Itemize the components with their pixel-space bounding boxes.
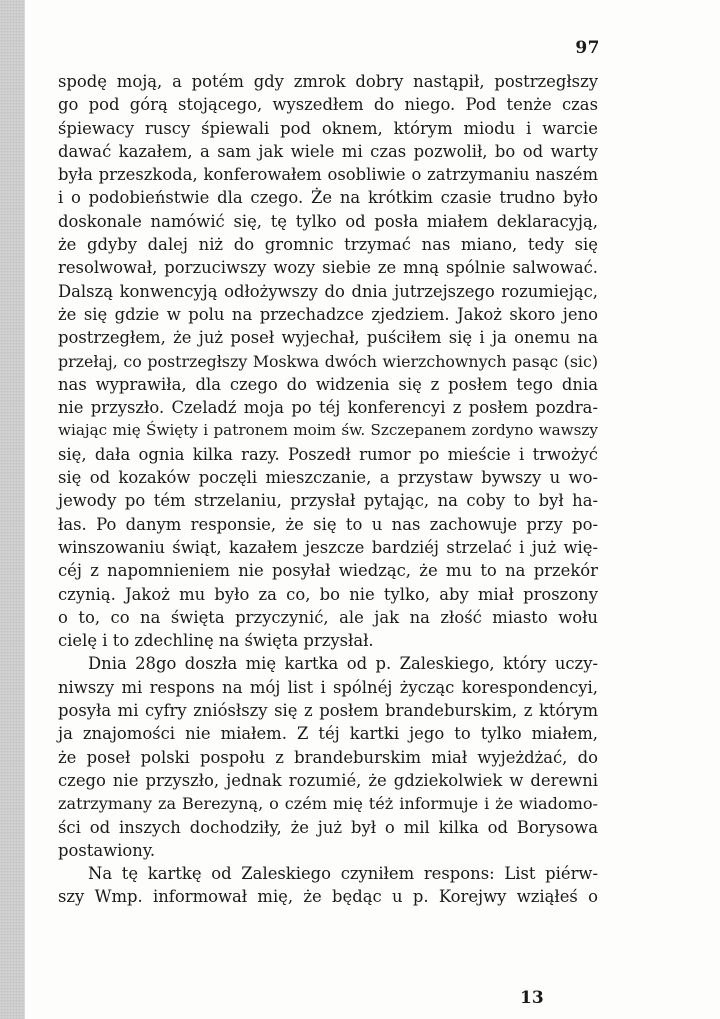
text-line: Dalszą konwencyją odłożywszy do dnia jutrzejszego rozumiejąc, [58,281,598,301]
text-line: postrzegłem, że już poseł wyjechał, puściłem się i ja onemu na [58,328,598,348]
text-line: nas wyprawiła, dla czego do widzenia się z posłem tego dnia [58,374,598,394]
text-line: czego nie przyszło, jednak rozumié, że gdziekolwiek w derewni [58,770,598,790]
printer-signature-mark: 13 [520,988,544,1008]
text-line: wiając mię Święty i patronem moim św. Szczepanem zordyno wawszy [58,421,598,440]
text-line: że poseł polski pospołu z brandeburskim miał wyjeżdżać, do [58,747,598,767]
text-line: postawiony. [58,840,156,860]
text-line: nie przyszło. Czeladź moja po téj konferencyi z posłem pozdra- [58,398,598,418]
text-line: spodę moją, a potém gdy zmrok dobry nastąpił, postrzegłszy [58,72,598,91]
text-line: ja znajomości nie miałem. Z téj kartki jego to tylko miałem, [58,724,598,744]
page-number: 97 [575,38,600,58]
text-line: się od kozaków poczęli mieszczanie, a przystaw bywszy u wo- [58,468,598,488]
text-line: céj z napomnieniem nie posyłał wiedząc, że mu to na przekór [58,561,598,581]
text-line: łas. Po danym responsie, że się to u nas zachowuje przy po- [58,514,598,534]
text-line: czynią. Jakoż mu było za co, bo nie tylko, aby miał proszony [58,584,598,604]
text-line: cielę i to zdechlinę na święta przysłał. [58,631,374,651]
text-line: była przeszkoda, konferowałem osobliwie o zatrzymaniu naszém [58,165,598,185]
text-line: niwszy mi respons na mój list i spólnéj życząc korespondencyi, [58,677,598,697]
text-line: doskonale namówić się, tę tylko od posła miałem deklaracyją, [58,211,598,231]
text-line: jewody po tém strzelaniu, przysłał pytając, na coby to był ha- [58,491,598,511]
text-line: szy Wmp. informował mię, że będąc u p. Korejwy wziąłeś o [58,887,598,907]
text-line: śpiewacy ruscy śpiewali pod oknem, którym miodu i warcie [58,118,598,138]
text-line: posyła mi cyfry zniósłszy się z posłem brandeburskim, z którym [58,701,598,721]
text-line: winszowaniu świąt, kazałem jeszcze bardziéj strzelać i już wię- [58,537,598,557]
text-line: się, dała ognia kilka razy. Poszedł rumor po mieście i trwożyć [58,444,598,464]
text-line: o to, co na święta przyczynić, ale jak na złość miasto wołu [58,607,598,627]
text-line: że się gdzie w polu na przechadzce zjedziem. Jakoż skoro jeno [58,304,598,324]
text-line: zatrzymany za Berezyną, o czém mię téż informuje i że wiadomo- [58,794,598,814]
text-line: go pod górą stojącego, wyszedłem do niego. Pod tenże czas [58,95,598,115]
text-line: Na tę kartkę od Zaleskiego czyniłem respons: List piérw- [88,864,598,884]
text-line: ści od inszych dochodziły, że już był o mil kilka od Borysowa [58,817,598,837]
text-line: przełaj, co postrzegłszy Moskwa dwóch wierzchownych pasąc (sic) [58,351,598,371]
page-edge-scan-shadow [0,0,25,1019]
text-line: i o podobieństwie dla czego. Że na krótkim czasie trudno było [58,188,598,208]
text-line: że gdyby dalej niż do gromnic trzymać nas miano, tedy się [58,235,598,255]
text-line: dawać kazałem, a sam jak wiele mi czas pozwolił, bo od warty [58,141,598,161]
text-line: Dnia 28go doszła mię kartka od p. Zaleskiego, który uczy- [88,654,598,674]
body-text [58,70,598,909]
text-line: resolwował, porzuciwszy wozy siebie ze mną spólnie salwować. [58,258,598,278]
